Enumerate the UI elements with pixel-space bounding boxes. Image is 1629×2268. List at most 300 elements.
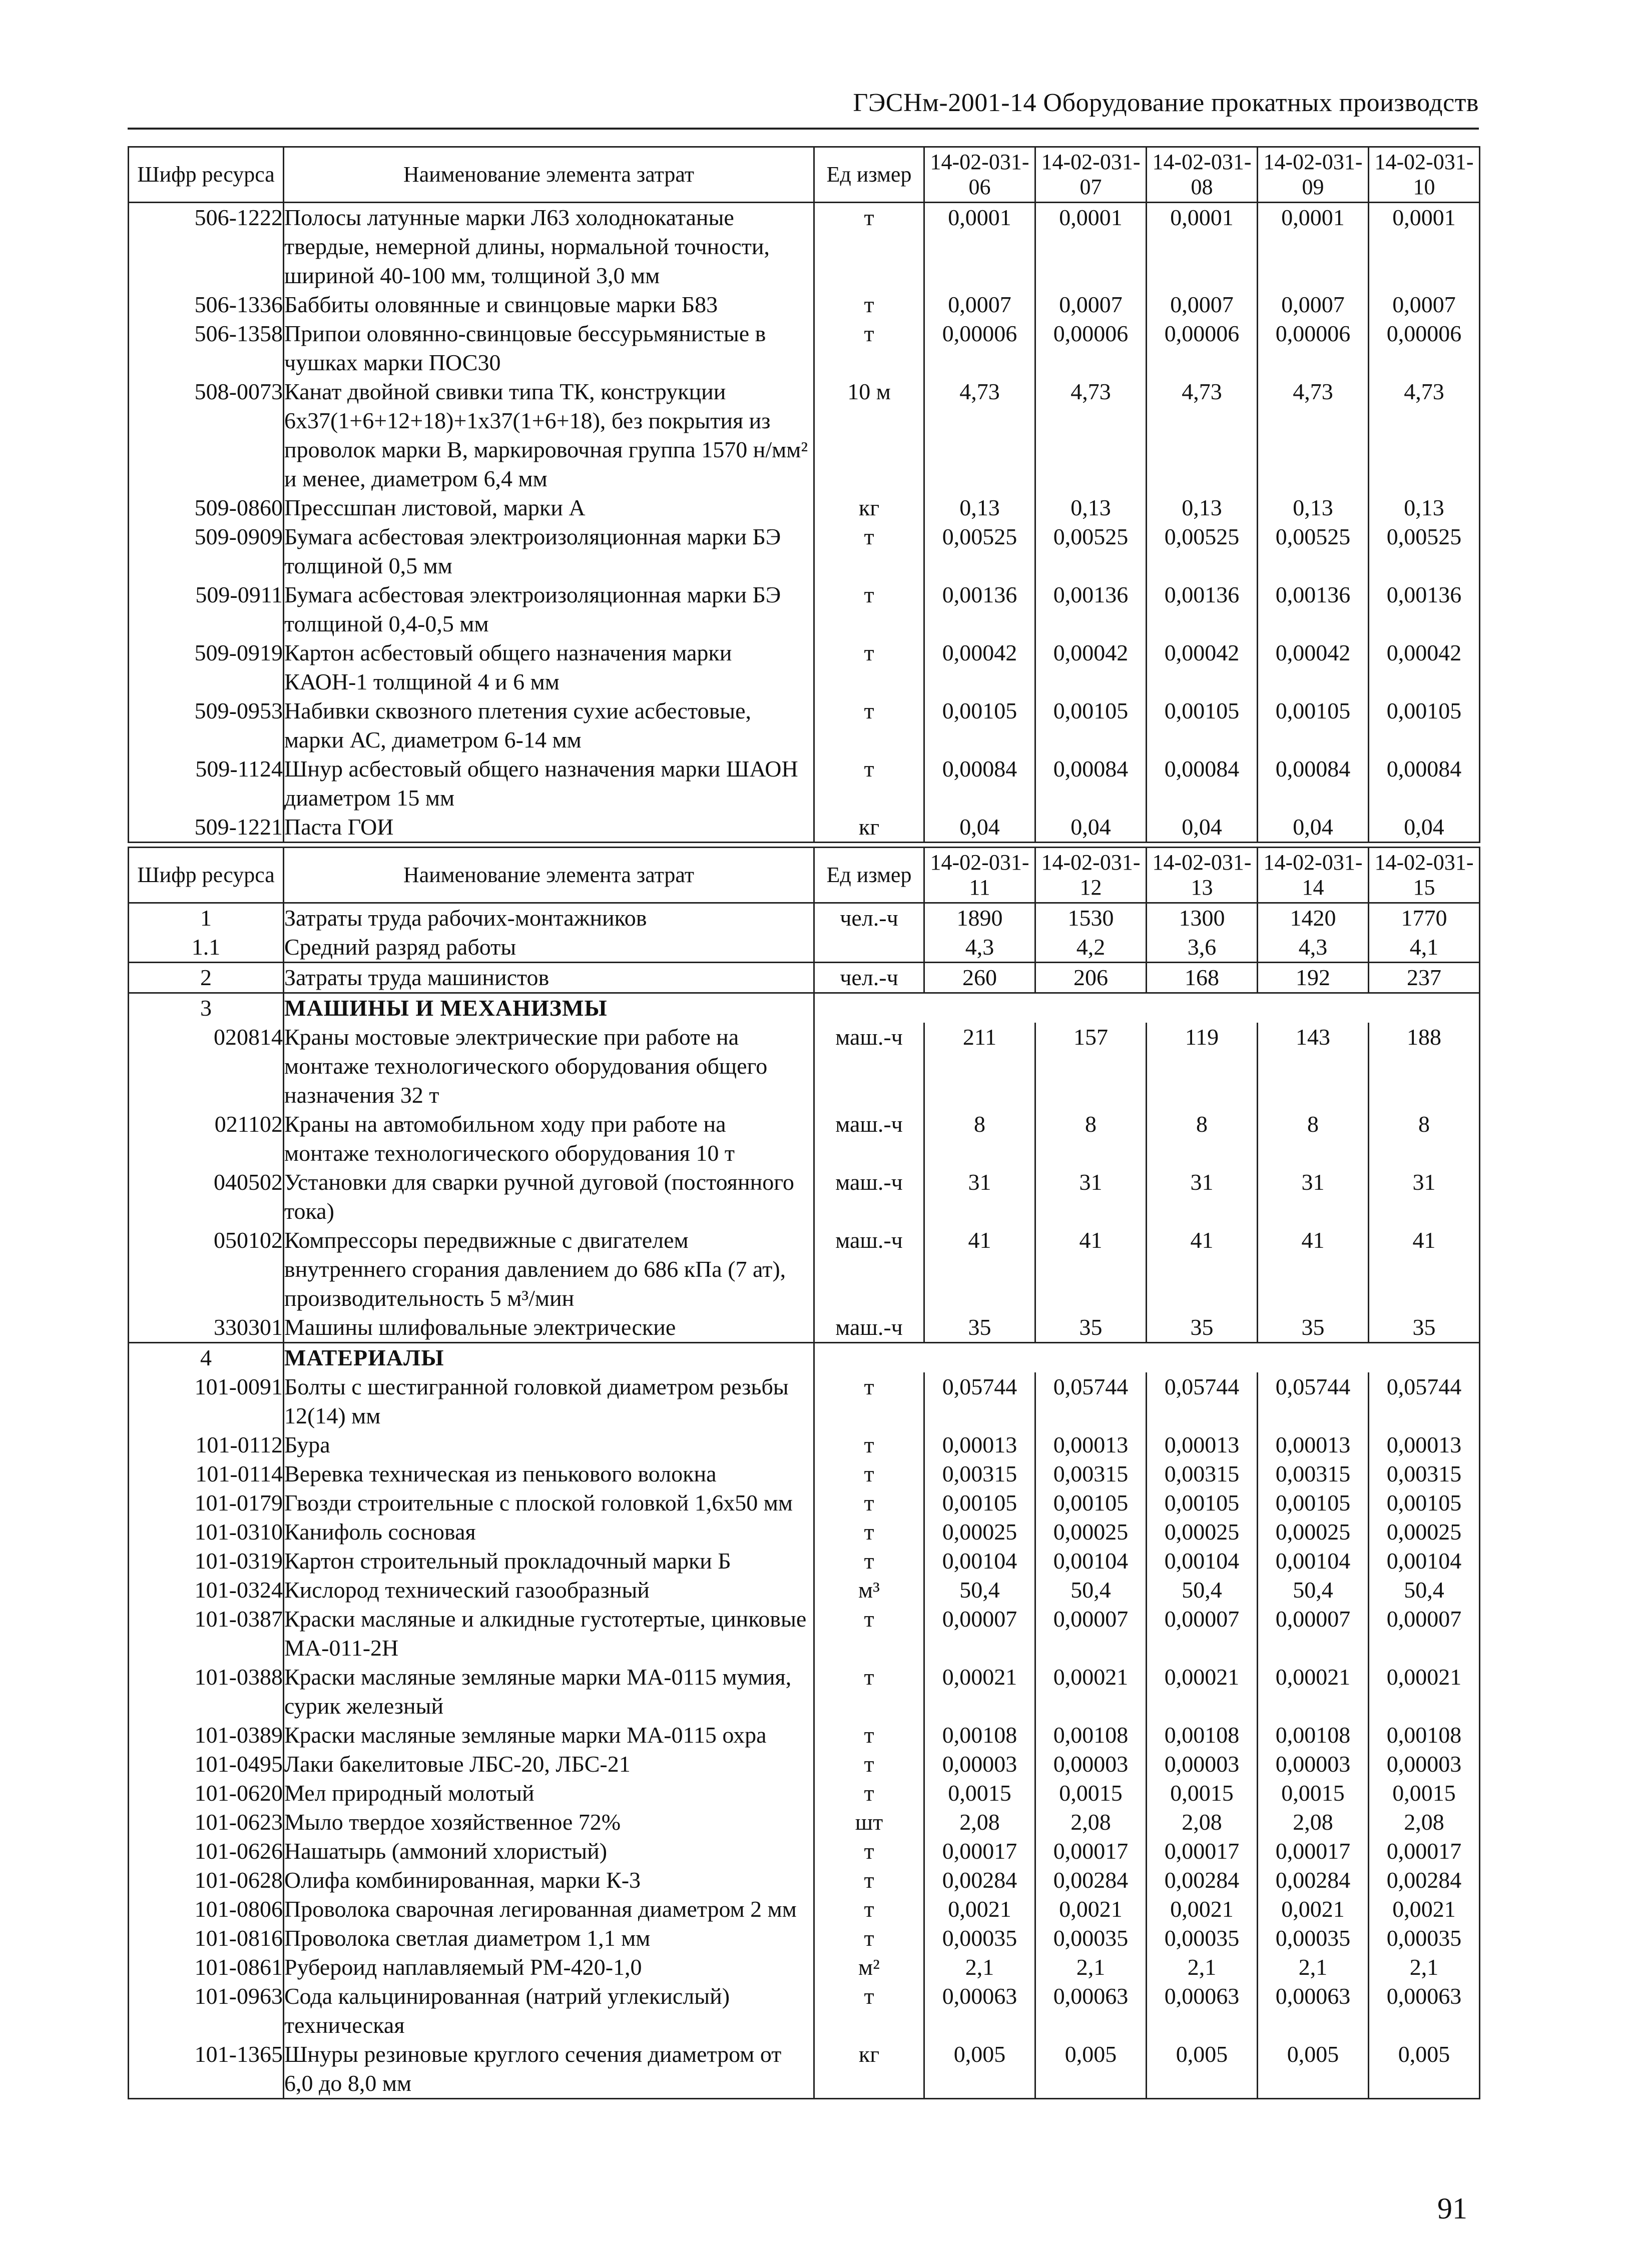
resource-name: Краски масляные и алкидные густотертые, цинковые МА-011-2Н <box>284 1605 814 1663</box>
table-row <box>129 696 1480 754</box>
resource-name: Шнур асбестовый общего назначения марки ШАОН диаметром 15 мм <box>284 754 814 813</box>
col-header-norm: 14-02-031-15 <box>1369 848 1480 903</box>
norm-value: 188 <box>1369 1023 1480 1110</box>
norm-value: 0,00315 <box>1258 1459 1369 1488</box>
norm-value: 0,005 <box>1369 2040 1480 2099</box>
norm-value: 2,08 <box>1258 1808 1369 1837</box>
norm-value: 31 <box>1147 1168 1258 1226</box>
resource-code: 509-0953 <box>129 696 284 754</box>
norm-value: 0,00007 <box>1147 1605 1258 1663</box>
norm-value: 35 <box>1369 1313 1480 1343</box>
norm-value: 0,0001 <box>1147 203 1258 291</box>
resource-name: Бумага асбестовая электроизоляционная марки БЭ толщиной 0,4-0,5 мм <box>284 580 814 638</box>
norm-value: 0,00017 <box>1258 1837 1369 1866</box>
material-row <box>129 2040 1480 2099</box>
norm-value: 4,73 <box>1147 377 1258 493</box>
resource-name: Проволока сварочная легированная диаметром 2 мм <box>284 1895 814 1924</box>
resource-name: Прессшпан листовой, марки А <box>284 493 814 522</box>
norm-value: 0,00007 <box>924 1605 1035 1663</box>
resource-code: 101-0310 <box>129 1518 284 1547</box>
table2-body <box>129 903 1480 2099</box>
resource-name: Сода кальцинированная (натрий углекислый) техническая <box>284 1982 814 2040</box>
machine-row <box>129 1226 1480 1313</box>
norm-value: 0,00035 <box>1147 1924 1258 1953</box>
norm-value: 0,00013 <box>1147 1430 1258 1459</box>
table-row <box>129 754 1480 813</box>
norm-value: 41 <box>924 1226 1035 1313</box>
table-row <box>129 522 1480 580</box>
norm-value: 0,00021 <box>1147 1663 1258 1721</box>
norm-value: 8 <box>1258 1110 1369 1168</box>
unit: т <box>814 1488 924 1518</box>
resource-code: 101-0816 <box>129 1924 284 1953</box>
norm-value: 0,00525 <box>1035 522 1147 580</box>
norm-value: 0,00035 <box>1258 1924 1369 1953</box>
table1-header-row <box>129 147 1480 203</box>
norm-value: 35 <box>1035 1313 1147 1343</box>
norm-value: 0,00042 <box>1369 638 1480 696</box>
document-title: ГЭСНм-2001-14 Оборудование прокатных производств <box>853 89 1479 117</box>
norm-value: 0,005 <box>1258 2040 1369 2099</box>
col-header-norm: 14-02-031-06 <box>924 147 1035 203</box>
norm-value: 0,00042 <box>1147 638 1258 696</box>
resource-name: Полосы латунные марки Л63 холоднокатаные твердые, немерной длины, нормальной точности, шириной 40-100 мм, толщиной 3,0 мм <box>284 203 814 291</box>
norm-value: 0,0001 <box>924 203 1035 291</box>
resource-name: Бумага асбестовая электроизоляционная марки БЭ толщиной 0,5 мм <box>284 522 814 580</box>
norm-value: 0,00025 <box>924 1518 1035 1547</box>
norm-value: 0,00108 <box>1369 1721 1480 1750</box>
norm-value: 0,00007 <box>1369 1605 1480 1663</box>
material-row <box>129 1721 1480 1750</box>
norm-value: 0,0021 <box>1369 1895 1480 1924</box>
labor-row <box>129 933 1480 963</box>
norm-value: 0,04 <box>1369 813 1480 843</box>
table2-header-row <box>129 848 1480 903</box>
col-header-norm: 14-02-031-14 <box>1258 848 1369 903</box>
resource-code: 101-0806 <box>129 1895 284 1924</box>
table-row <box>129 638 1480 696</box>
norm-value: 0,0021 <box>1035 1895 1147 1924</box>
norm-value: 50,4 <box>1258 1576 1369 1605</box>
unit: кг <box>814 813 924 843</box>
resource-name: Гвозди строительные с плоской головкой 1,6х50 мм <box>284 1488 814 1518</box>
resource-code: 509-0860 <box>129 493 284 522</box>
norm-value: 4,73 <box>924 377 1035 493</box>
norm-value: 0,00006 <box>1147 319 1258 377</box>
unit: маш.-ч <box>814 1168 924 1226</box>
norm-value: 0,00084 <box>1369 754 1480 813</box>
norm-value: 0,00105 <box>1035 1488 1147 1518</box>
resource-code: 509-0919 <box>129 638 284 696</box>
resource-name: Олифа комбинированная, марки К-3 <box>284 1866 814 1895</box>
table1-body <box>129 203 1480 843</box>
norm-value: 0,00104 <box>1035 1547 1147 1576</box>
resource-code: 101-0387 <box>129 1605 284 1663</box>
norm-value: 0,00105 <box>1147 1488 1258 1518</box>
norm-value: 0,00035 <box>1035 1924 1147 1953</box>
norm-value: 119 <box>1147 1023 1258 1110</box>
unit: кг <box>814 2040 924 2099</box>
norm-value: 0,00136 <box>1147 580 1258 638</box>
norm-value: 0,04 <box>1258 813 1369 843</box>
norm-value: 0,00315 <box>924 1459 1035 1488</box>
norm-value: 3,6 <box>1147 933 1258 963</box>
col-header-code: Шифр ресурса <box>129 147 284 203</box>
norm-value: 0,00017 <box>1035 1837 1147 1866</box>
norm-value: 0,00284 <box>924 1866 1035 1895</box>
norm-value: 0,00042 <box>1258 638 1369 696</box>
resource-code: 101-0389 <box>129 1721 284 1750</box>
norm-value: 0,00105 <box>1258 696 1369 754</box>
norm-value: 41 <box>1369 1226 1480 1313</box>
table-row <box>129 813 1480 843</box>
resource-name: Краны на автомобильном ходу при работе на монтаже технологического оборудования 10 т <box>284 1110 814 1168</box>
norm-value: 0,00084 <box>1035 754 1147 813</box>
norm-value: 0,00021 <box>1258 1663 1369 1721</box>
norm-value: 0,00315 <box>1147 1459 1258 1488</box>
resource-name: Бура <box>284 1430 814 1459</box>
norm-value: 237 <box>1369 963 1480 993</box>
resource-name: Проволока светлая диаметром 1,1 мм <box>284 1924 814 1953</box>
material-row <box>129 1866 1480 1895</box>
norm-value: 2,1 <box>1369 1953 1480 1982</box>
resource-code: 101-0112 <box>129 1430 284 1459</box>
resource-code: 101-0179 <box>129 1488 284 1518</box>
norm-value: 0,00025 <box>1258 1518 1369 1547</box>
norm-value: 0,00104 <box>1369 1547 1480 1576</box>
norm-value: 0,00105 <box>1035 696 1147 754</box>
norm-value: 0,0021 <box>924 1895 1035 1924</box>
norm-value: 0,13 <box>1147 493 1258 522</box>
norm-value: 168 <box>1147 963 1258 993</box>
col-header-name: Наименование элемента затрат <box>284 147 814 203</box>
material-row <box>129 1982 1480 2040</box>
norm-value: 0,00108 <box>1258 1721 1369 1750</box>
resource-code: 2 <box>129 963 284 993</box>
norm-value: 0,00063 <box>1258 1982 1369 2040</box>
norm-value: 0,00003 <box>924 1750 1035 1779</box>
col-header-norm: 14-02-031-12 <box>1035 848 1147 903</box>
resource-code: 021102 <box>129 1110 284 1168</box>
norm-value: 0,0007 <box>1035 290 1147 319</box>
norm-value: 0,0007 <box>924 290 1035 319</box>
norm-value: 1890 <box>924 903 1035 933</box>
norm-value: 41 <box>1035 1226 1147 1313</box>
norm-value: 4,73 <box>1258 377 1369 493</box>
norm-value: 0,00007 <box>1035 1605 1147 1663</box>
material-row <box>129 1663 1480 1721</box>
material-row <box>129 1808 1480 1837</box>
norm-value: 0,00025 <box>1035 1518 1147 1547</box>
norm-value: 0,00104 <box>1147 1547 1258 1576</box>
material-row <box>129 1372 1480 1430</box>
norm-value: 0,00136 <box>1258 580 1369 638</box>
resource-name: Средний разряд работы <box>284 933 814 963</box>
material-row <box>129 1547 1480 1576</box>
norm-value: 0,0007 <box>1258 290 1369 319</box>
norm-value: 0,00042 <box>1035 638 1147 696</box>
norm-value: 35 <box>924 1313 1035 1343</box>
unit: т <box>814 203 924 291</box>
labor-row <box>129 963 1480 993</box>
norm-value: 0,00084 <box>1147 754 1258 813</box>
norm-value: 211 <box>924 1023 1035 1110</box>
resource-name: Канифоль сосновая <box>284 1518 814 1547</box>
resource-code: 101-0091 <box>129 1372 284 1430</box>
unit: маш.-ч <box>814 1023 924 1110</box>
norm-value: 260 <box>924 963 1035 993</box>
section-title: МАШИНЫ И МЕХАНИЗМЫ <box>284 993 814 1023</box>
norm-value: 0,05744 <box>1258 1372 1369 1430</box>
material-row <box>129 1518 1480 1547</box>
norm-value: 4,1 <box>1369 933 1480 963</box>
norm-value: 0,0021 <box>1147 1895 1258 1924</box>
material-row <box>129 1924 1480 1953</box>
norm-value: 0,00284 <box>1035 1866 1147 1895</box>
unit: 10 м <box>814 377 924 493</box>
norm-value: 0,00525 <box>924 522 1035 580</box>
unit: т <box>814 754 924 813</box>
resource-code: 509-0911 <box>129 580 284 638</box>
resource-code: 101-0620 <box>129 1779 284 1808</box>
table-row <box>129 493 1480 522</box>
unit <box>814 933 924 963</box>
col-header-norm: 14-02-031-11 <box>924 848 1035 903</box>
norm-value: 0,00006 <box>1258 319 1369 377</box>
norm-value: 157 <box>1035 1023 1147 1110</box>
resource-name: Картон строительный прокладочный марки Б <box>284 1547 814 1576</box>
norm-value: 0,00003 <box>1035 1750 1147 1779</box>
resource-code: 101-0324 <box>129 1576 284 1605</box>
unit: т <box>814 580 924 638</box>
machine-row <box>129 1313 1480 1343</box>
norm-value: 0,00021 <box>1369 1663 1480 1721</box>
resource-name: Установки для сварки ручной дуговой (постоянного тока) <box>284 1168 814 1226</box>
norm-value: 0,0007 <box>1369 290 1480 319</box>
norm-value: 0,0015 <box>1147 1779 1258 1808</box>
resource-name: Картон асбестовый общего назначения марки КАОН-1 толщиной 4 и 6 мм <box>284 638 814 696</box>
unit: чел.-ч <box>814 963 924 993</box>
norm-value: 31 <box>1258 1168 1369 1226</box>
norm-value: 0,00105 <box>1147 696 1258 754</box>
norm-value: 0,00284 <box>1369 1866 1480 1895</box>
norm-value: 0,0021 <box>1258 1895 1369 1924</box>
norm-value: 0,00013 <box>1369 1430 1480 1459</box>
unit: шт <box>814 1808 924 1837</box>
norm-value: 0,00017 <box>1147 1837 1258 1866</box>
resource-code: 101-0319 <box>129 1547 284 1576</box>
resource-code: 101-0495 <box>129 1750 284 1779</box>
norm-value: 41 <box>1147 1226 1258 1313</box>
norm-value: 0,04 <box>1147 813 1258 843</box>
section-code: 3 <box>129 993 284 1023</box>
material-row <box>129 1837 1480 1866</box>
norm-value: 0,0015 <box>1258 1779 1369 1808</box>
norm-value: 0,00025 <box>1147 1518 1258 1547</box>
norm-value: 143 <box>1258 1023 1369 1110</box>
resource-name: Компрессоры передвижные с двигателем внутреннего сгорания давлением до 686 кПа (7 ат), производительность 5 м³/мин <box>284 1226 814 1313</box>
material-row <box>129 1576 1480 1605</box>
unit: маш.-ч <box>814 1226 924 1313</box>
unit: т <box>814 1837 924 1866</box>
col-header-name: Наименование элемента затрат <box>284 848 814 903</box>
resource-name: Припои оловянно-свинцовые бессурьмянистые в чушках марки ПОС30 <box>284 319 814 377</box>
norm-value: 0,0015 <box>1369 1779 1480 1808</box>
norm-value: 0,00104 <box>924 1547 1035 1576</box>
norm-value: 0,0001 <box>1369 203 1480 291</box>
norm-value: 0,00105 <box>1369 696 1480 754</box>
resource-name: Веревка техническая из пенькового волокна <box>284 1459 814 1488</box>
norm-value: 0,00006 <box>1369 319 1480 377</box>
unit: чел.-ч <box>814 903 924 933</box>
resource-table-1 <box>128 146 1480 843</box>
resource-code: 050102 <box>129 1226 284 1313</box>
norm-value: 0,00017 <box>1369 1837 1480 1866</box>
unit: т <box>814 1750 924 1779</box>
section-row <box>129 993 1480 1023</box>
material-row <box>129 1750 1480 1779</box>
norm-value: 50,4 <box>1147 1576 1258 1605</box>
norm-value: 0,0007 <box>1147 290 1258 319</box>
norm-value: 8 <box>1147 1110 1258 1168</box>
norm-value: 0,00284 <box>1147 1866 1258 1895</box>
resource-name: Краски масляные земляные марки МА-0115 мумия, сурик железный <box>284 1663 814 1721</box>
resource-name: Рубероид наплавляемый РМ-420-1,0 <box>284 1953 814 1982</box>
norm-value: 206 <box>1035 963 1147 993</box>
norm-value: 0,00136 <box>1369 580 1480 638</box>
resource-code: 508-0073 <box>129 377 284 493</box>
norm-value: 0,0015 <box>1035 1779 1147 1808</box>
material-row <box>129 1779 1480 1808</box>
unit: кг <box>814 493 924 522</box>
norm-value: 35 <box>1147 1313 1258 1343</box>
norm-value: 2,1 <box>1147 1953 1258 1982</box>
norm-value: 2,08 <box>1147 1808 1258 1837</box>
table-row <box>129 203 1480 291</box>
table-row <box>129 319 1480 377</box>
material-row <box>129 1953 1480 1982</box>
norm-value: 0,00525 <box>1258 522 1369 580</box>
norm-value: 2,1 <box>1258 1953 1369 1982</box>
unit: маш.-ч <box>814 1313 924 1343</box>
unit: т <box>814 1866 924 1895</box>
norm-value: 0,00003 <box>1369 1750 1480 1779</box>
col-header-norm: 14-02-031-07 <box>1035 147 1147 203</box>
resource-name: Паста ГОИ <box>284 813 814 843</box>
col-header-code: Шифр ресурса <box>129 848 284 903</box>
page-header <box>128 85 1479 130</box>
section-title: МАТЕРИАЛЫ <box>284 1343 814 1373</box>
norm-value: 0,00525 <box>1147 522 1258 580</box>
norm-value: 0,00035 <box>1369 1924 1480 1953</box>
norm-value: 0,00021 <box>1035 1663 1147 1721</box>
norm-value: 0,13 <box>1369 493 1480 522</box>
norm-value: 0,00084 <box>924 754 1035 813</box>
norm-value: 0,05744 <box>1369 1372 1480 1430</box>
norm-value: 0,00013 <box>1258 1430 1369 1459</box>
norm-value: 0,00006 <box>1035 319 1147 377</box>
resource-code: 101-0963 <box>129 1982 284 2040</box>
norm-value: 0,00084 <box>1258 754 1369 813</box>
norm-value: 0,00063 <box>1035 1982 1147 2040</box>
material-row <box>129 1488 1480 1518</box>
norm-value: 1530 <box>1035 903 1147 933</box>
unit: т <box>814 696 924 754</box>
norm-value: 0,00035 <box>924 1924 1035 1953</box>
norm-value: 2,08 <box>1035 1808 1147 1837</box>
table-row <box>129 290 1480 319</box>
norm-value: 4,3 <box>1258 933 1369 963</box>
norm-value: 0,00108 <box>924 1721 1035 1750</box>
resource-code: 1 <box>129 903 284 933</box>
norm-value: 0,005 <box>924 2040 1035 2099</box>
norm-value: 0,00017 <box>924 1837 1035 1866</box>
norm-value: 0,005 <box>1147 2040 1258 2099</box>
norm-value: 0,00003 <box>1147 1750 1258 1779</box>
norm-value: 0,00063 <box>1369 1982 1480 2040</box>
resource-name: Затраты труда машинистов <box>284 963 814 993</box>
labor-row <box>129 903 1480 933</box>
unit: т <box>814 1982 924 2040</box>
norm-value: 50,4 <box>1035 1576 1147 1605</box>
resource-code: 101-0861 <box>129 1953 284 1982</box>
unit: т <box>814 1518 924 1547</box>
norm-value: 2,08 <box>924 1808 1035 1837</box>
material-row <box>129 1895 1480 1924</box>
unit: т <box>814 1547 924 1576</box>
resource-code: 020814 <box>129 1023 284 1110</box>
norm-value: 0,00003 <box>1258 1750 1369 1779</box>
norm-value: 31 <box>1369 1168 1480 1226</box>
norm-value: 0,00063 <box>924 1982 1035 2040</box>
norm-value: 0,00013 <box>1035 1430 1147 1459</box>
resource-name: Набивки сквозного плетения сухие асбестовые, марки АС, диаметром 6-14 мм <box>284 696 814 754</box>
norm-value: 0,13 <box>1258 493 1369 522</box>
resource-name: Нашатырь (аммоний хлористый) <box>284 1837 814 1866</box>
norm-value: 8 <box>1035 1110 1147 1168</box>
material-row <box>129 1459 1480 1488</box>
resource-name: Краны мостовые электрические при работе на монтаже технологического оборудования общего назначения 32 т <box>284 1023 814 1110</box>
norm-value: 0,00315 <box>1035 1459 1147 1488</box>
norm-value: 0,05744 <box>1035 1372 1147 1430</box>
material-row <box>129 1605 1480 1663</box>
resource-code: 101-0623 <box>129 1808 284 1837</box>
resource-code: 101-0626 <box>129 1837 284 1866</box>
material-row <box>129 1430 1480 1459</box>
resource-name: Краски масляные земляные марки МА-0115 охра <box>284 1721 814 1750</box>
unit: т <box>814 1459 924 1488</box>
unit: т <box>814 290 924 319</box>
section-row <box>129 1343 1480 1373</box>
norm-value: 0,00315 <box>1369 1459 1480 1488</box>
resource-code: 101-0628 <box>129 1866 284 1895</box>
resource-code: 509-0909 <box>129 522 284 580</box>
unit: т <box>814 1372 924 1430</box>
resource-name: Затраты труда рабочих-монтажников <box>284 903 814 933</box>
resource-table-2 <box>128 847 1480 2099</box>
norm-value: 4,73 <box>1035 377 1147 493</box>
unit: т <box>814 522 924 580</box>
resource-code: 101-0114 <box>129 1459 284 1488</box>
norm-value: 4,73 <box>1369 377 1480 493</box>
col-header-unit: Ед измер <box>814 848 924 903</box>
resource-code: 506-1358 <box>129 319 284 377</box>
norm-value: 0,00284 <box>1258 1866 1369 1895</box>
section-filler <box>814 993 1480 1023</box>
resource-name: Мыло твердое хозяйственное 72% <box>284 1808 814 1837</box>
section-filler <box>814 1343 1480 1373</box>
resource-name: Мел природный молотый <box>284 1779 814 1808</box>
